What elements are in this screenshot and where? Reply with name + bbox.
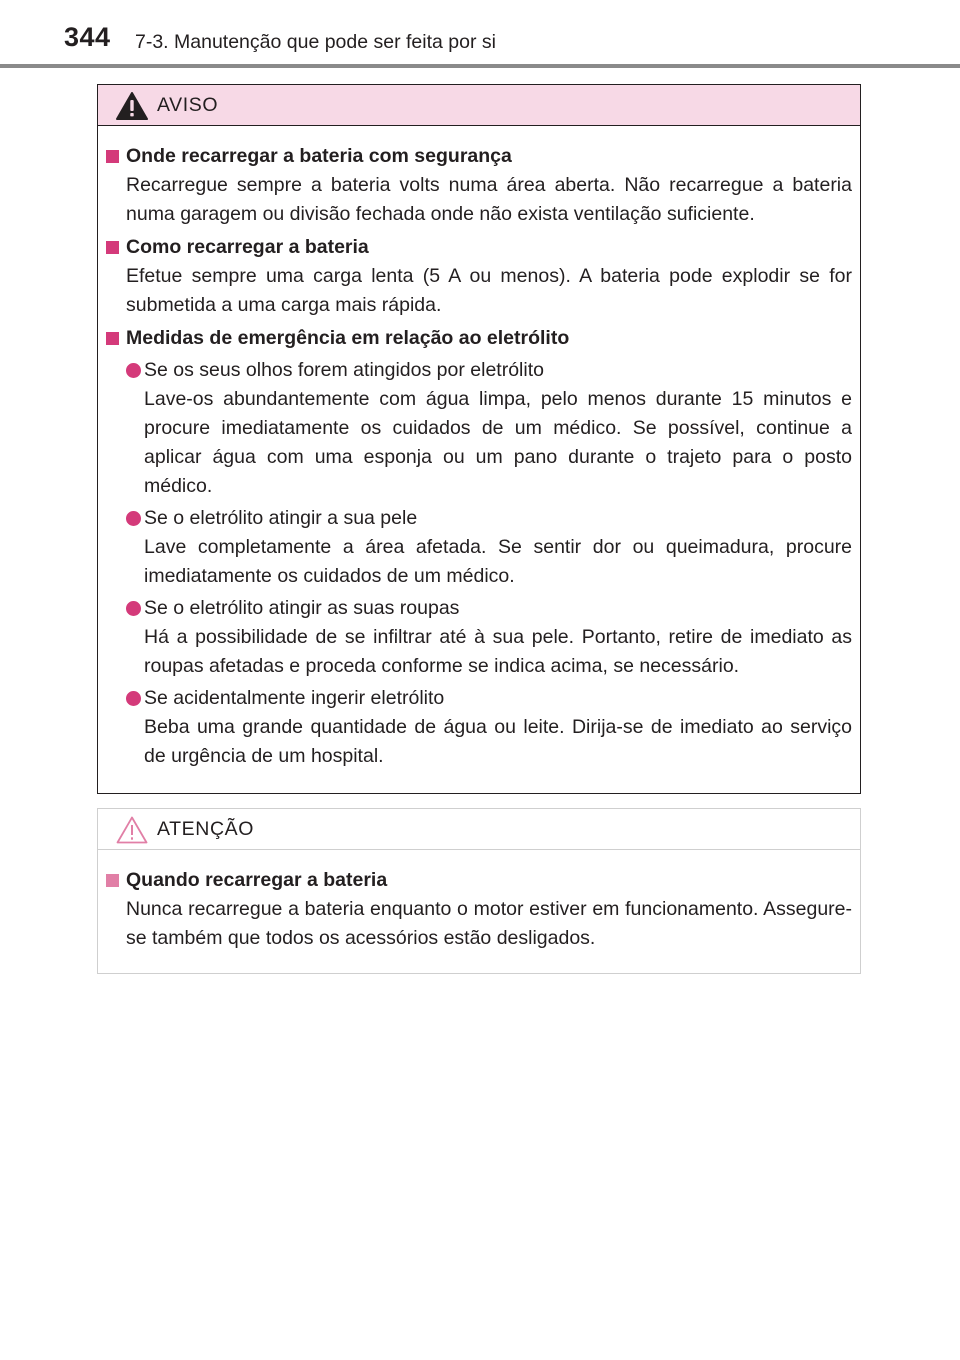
atencao-body [98,850,860,953]
warning-triangle-filled-icon [115,91,149,121]
section-text: Recarregue sempre a bateria volts numa área aberta. Não recarregue a bateria numa garagem ou divisão fechada onde não exista ventilação suficiente. [126,174,852,225]
list-item [106,356,852,501]
item-title: Se os seus olhos forem atingidos por eletrólito [144,359,544,381]
page-header [0,0,960,68]
section-heading: Onde recarregar a bateria com segurança [126,145,512,167]
aviso-header [98,85,860,126]
square-bullet-icon [106,874,119,887]
item-text: Lave-os abundantemente com água limpa, pelo menos durante 15 minutos e procure imediatamente os cuidados de um médico. Se possível, continue a aplicar água com uma esponja ou um pano durante o trajeto para o posto médico. [144,388,852,497]
list-item [106,594,852,681]
page-number: 344 [64,22,111,52]
header-rule [0,64,960,68]
atencao-header [98,809,860,850]
chapter-title: 7-3. Manutenção que pode ser feita por si [135,31,496,53]
square-bullet-icon [106,241,119,254]
section-text: Efetue sempre uma carga lenta (5 A ou menos). A bateria pode explodir se for submetida a uma carga mais rápida. [126,265,852,316]
round-bullet-icon [126,511,141,526]
round-bullet-icon [126,601,141,616]
item-title: Se o eletrólito atingir a sua pele [144,507,418,529]
item-text: Beba uma grande quantidade de água ou leite. Dirija-se de imediato ao serviço de urgência de um hospital. [144,716,852,767]
list-item [106,504,852,591]
square-bullet-icon [106,150,119,163]
aviso-section-how [106,233,852,320]
aviso-warning-box [97,84,861,794]
section-heading: Quando recarregar a bateria [126,869,388,891]
round-bullet-icon [126,363,141,378]
list-item [106,684,852,771]
item-title: Se o eletrólito atingir as suas roupas [144,597,460,619]
round-bullet-icon [126,691,141,706]
item-text: Há a possibilidade de se infiltrar até à sua pele. Portanto, retire de imediato as roupas afetadas e proceda conforme se indica acima, se necessário. [144,626,852,677]
aviso-title: AVISO [157,94,219,116]
atencao-caution-box [97,808,861,974]
warning-triangle-outline-icon [115,815,149,845]
aviso-section-emergency [106,324,852,771]
section-heading: Como recarregar a bateria [126,236,369,258]
item-text: Lave completamente a área afetada. Se sentir dor ou queimadura, procure imediatamente os cuidados de um médico. [144,536,852,587]
atencao-section-recharge [106,866,852,953]
item-title: Se acidentalmente ingerir eletrólito [144,687,445,709]
atencao-title: ATENÇÃO [157,818,255,840]
square-bullet-icon [106,332,119,345]
section-heading: Medidas de emergência em relação ao eletrólito [126,327,570,349]
aviso-body [98,126,860,771]
aviso-section-where [106,142,852,229]
section-text: Nunca recarregue a bateria enquanto o motor estiver em funcionamento. Assegure-se também que todos os acessórios estão desligados. [126,898,852,949]
